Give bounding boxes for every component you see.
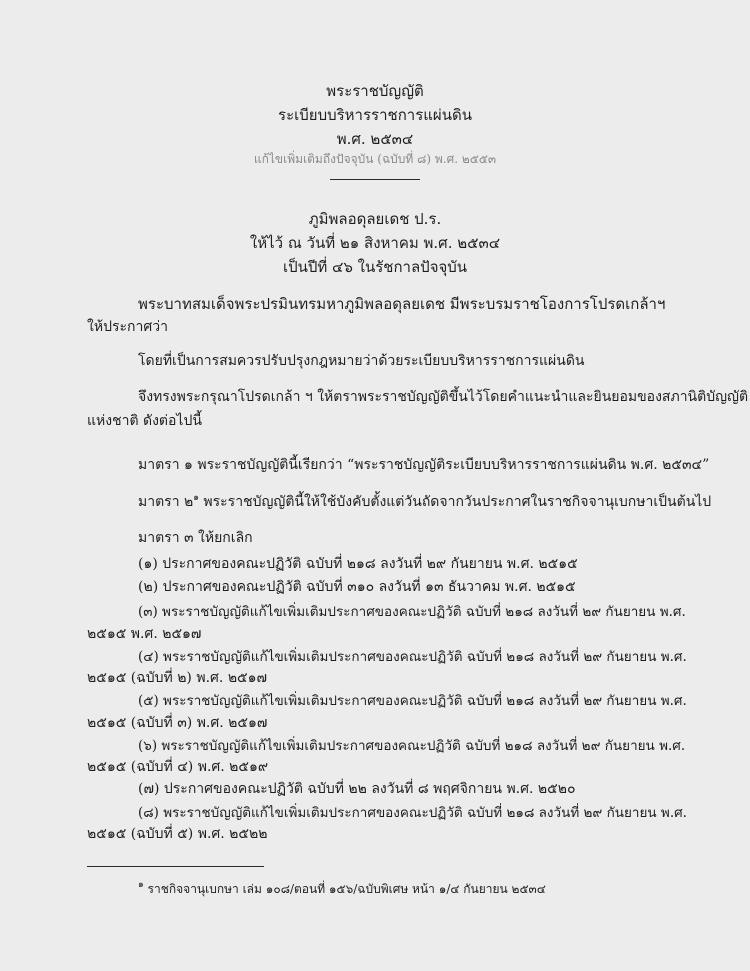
repeal-item-8-line-1: (๘) พระราชบัญญัติแก้ไขเพิ่มเติมประกาศของคณะปฏิวัติ ฉบับที่ ๒๑๘ ลงวันที่ ๒๙ กันยายน พ.ศ. <box>138 805 687 821</box>
section-2-label: มาตรา ๒ <box>138 494 194 510</box>
enactment-line-1: จึงทรงพระกรุณาโปรดเกล้า ฯ ให้ตราพระราชบัญญัติขึ้นไว้โดยคำแนะนำและยินยอมของสภานิติบัญญัติ <box>138 389 749 405</box>
king-signature: ภูมิพลอดุลยเดช ป.ร. <box>308 210 442 228</box>
repeal-item-7: (๗) ประกาศของคณะปฏิวัติ ฉบับที่ ๒๒ ลงวันที่ ๘ พฤศจิกายน พ.ศ. ๒๕๒๐ <box>138 781 576 797</box>
section-1: มาตรา ๑ พระราชบัญญัตินี้เรียกว่า “พระราชบัญญัติระเบียบบริหารราชการแผ่นดิน พ.ศ. ๒๕๓๔” <box>138 457 710 473</box>
reign-year: เป็นปีที่ ๔๖ ในรัชกาลปัจจุบัน <box>282 258 468 276</box>
repeal-item-4-line-2: ๒๕๑๕ (ฉบับที่ ๒) พ.ศ. ๒๕๑๗ <box>87 670 268 686</box>
repeal-item-5-line-2: ๒๕๑๕ (ฉบับที่ ๓) พ.ศ. ๒๕๑๗ <box>87 715 268 731</box>
repeal-item-8-line-2: ๒๕๑๕ (ฉบับที่ ๕) พ.ศ. ๒๕๒๒ <box>87 826 268 842</box>
footnote-divider <box>87 866 264 867</box>
repeal-item-4-line-1: (๔) พระราชบัญญัติแก้ไขเพิ่มเติมประกาศของคณะปฏิวัติ ฉบับที่ ๒๑๘ ลงวันที่ ๒๙ กันยายน พ.ศ. <box>138 649 687 665</box>
given-date: ให้ไว้ ณ วันที่ ๒๑ สิงหาคม พ.ศ. ๒๕๓๔ <box>249 234 501 252</box>
footnote-ref: ๑ <box>193 493 199 503</box>
preamble-line-1: พระบาทสมเด็จพระปรมินทรมหาภูมิพลอดุลยเดช มีพระบรมราชโองการโปรดเกล้าฯ <box>138 295 666 313</box>
preamble-reason: โดยที่เป็นการสมควรปรับปรุงกฎหมายว่าด้วยระเบียบบริหารราชการแผ่นดิน <box>138 353 585 369</box>
header-divider <box>330 179 420 180</box>
footnote-mark: ๑ <box>138 880 144 890</box>
enactment-line-2: แห่งชาติ ดังต่อไปนี้ <box>87 413 202 429</box>
section-2-text: พระราชบัญญัตินี้ให้ใช้บังคับตั้งแต่วันถัดจากวันประกาศในราชกิจจานุเบกษาเป็นต้นไป <box>198 494 712 510</box>
repeal-item-1: (๑) ประกาศของคณะปฏิวัติ ฉบับที่ ๒๑๘ ลงวันที่ ๒๙ กันยายน พ.ศ. ๒๕๑๕ <box>138 556 578 572</box>
section-3: มาตรา ๓ ให้ยกเลิก <box>138 530 253 546</box>
act-year: พ.ศ. ๒๕๓๔ <box>336 130 414 148</box>
repeal-item-3-line-2: ๒๕๑๕ พ.ศ. ๒๕๑๗ <box>87 626 202 642</box>
repeal-item-2: (๒) ประกาศของคณะปฏิวัติ ฉบับที่ ๓๑๐ ลงวันที่ ๑๓ ธันวาคม พ.ศ. ๒๕๑๕ <box>138 579 576 595</box>
repeal-item-5-line-1: (๕) พระราชบัญญัติแก้ไขเพิ่มเติมประกาศของคณะปฏิวัติ ฉบับที่ ๒๑๘ ลงวันที่ ๒๙ กันยายน พ.ศ. <box>138 693 687 709</box>
amendment-note: แก้ไขเพิ่มเติมถึงปัจจุบัน (ฉบับที่ ๘) พ.ศ. ๒๕๕๓ <box>253 152 497 166</box>
section-2 <box>138 490 711 513</box>
act-title: พระราชบัญญัติ <box>326 82 424 100</box>
repeal-item-6-line-2: ๒๕๑๕ (ฉบับที่ ๔) พ.ศ. ๒๕๑๙ <box>87 759 269 775</box>
footnote <box>138 877 546 899</box>
repeal-item-3-line-1: (๓) พระราชบัญญัติแก้ไขเพิ่มเติมประกาศของคณะปฏิวัติ ฉบับที่ ๒๑๘ ลงวันที่ ๒๙ กันยายน พ.ศ. <box>138 604 686 620</box>
repeal-item-6-line-1: (๖) พระราชบัญญัติแก้ไขเพิ่มเติมประกาศของคณะปฏิวัติ ฉบับที่ ๒๑๘ ลงวันที่ ๒๙ กันยายน พ.ศ. <box>138 738 686 754</box>
footnote-text: ราชกิจจานุเบกษา เล่ม ๑๐๘/ตอนที่ ๑๕๖/ฉบับพิเศษ หน้า ๑/๔ กันยายน ๒๕๓๔ <box>143 882 546 896</box>
act-subtitle: ระเบียบบริหารราชการแผ่นดิน <box>278 106 472 124</box>
preamble-line-2: ให้ประกาศว่า <box>87 319 168 335</box>
